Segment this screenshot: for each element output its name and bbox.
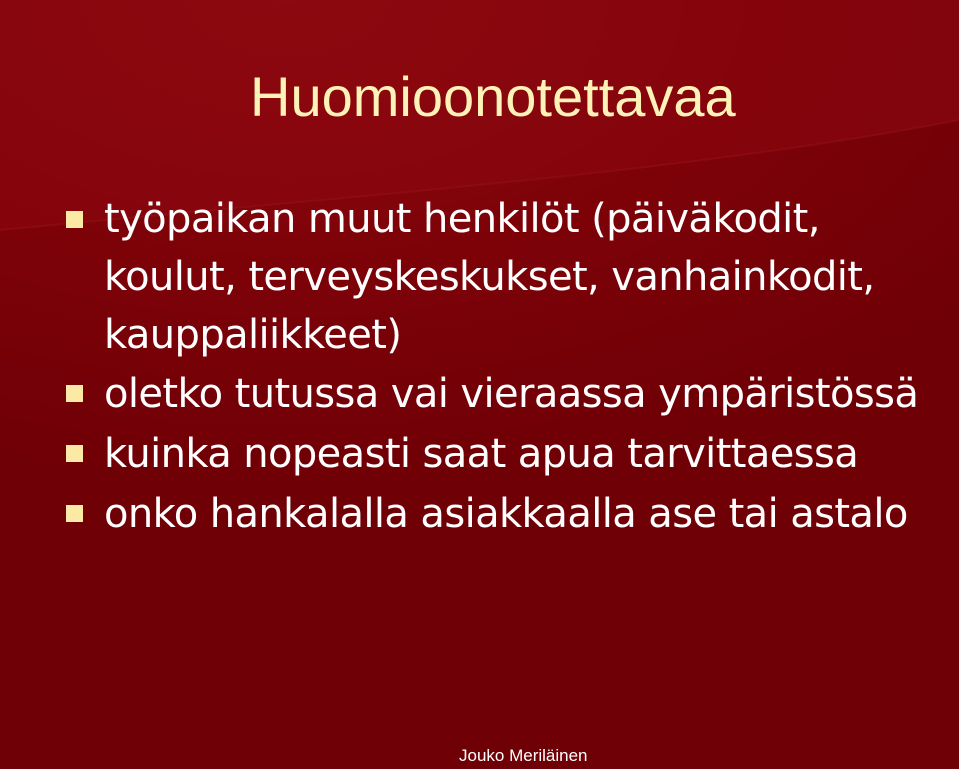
- square-bullet-icon: [66, 445, 83, 462]
- square-bullet-icon: [66, 211, 83, 228]
- bullet-text: työpaikan muut henkilöt (päiväkodit, koulut, terveyskeskukset, vanhainkodit, kauppaliikkeet): [104, 196, 875, 358]
- bullet-item: [0, 484, 959, 544]
- bullet-list: [0, 190, 959, 544]
- bullet-item: [0, 424, 959, 484]
- bullet-text: kuinka nopeasti saat apua tarvittaessa: [104, 431, 859, 477]
- slide-title: Huomioonotettavaa: [250, 65, 736, 128]
- square-bullet-icon: [66, 505, 83, 522]
- square-bullet-icon: [66, 385, 83, 402]
- bullet-text: oletko tutussa vai vieraassa ympäristössä: [104, 371, 919, 417]
- bullet-item: [0, 364, 959, 424]
- bullet-item: [0, 190, 934, 364]
- bullet-text: onko hankalalla asiakkaalla ase tai astalo: [104, 491, 908, 537]
- slide-footer-author: Jouko Meriläinen: [459, 746, 588, 765]
